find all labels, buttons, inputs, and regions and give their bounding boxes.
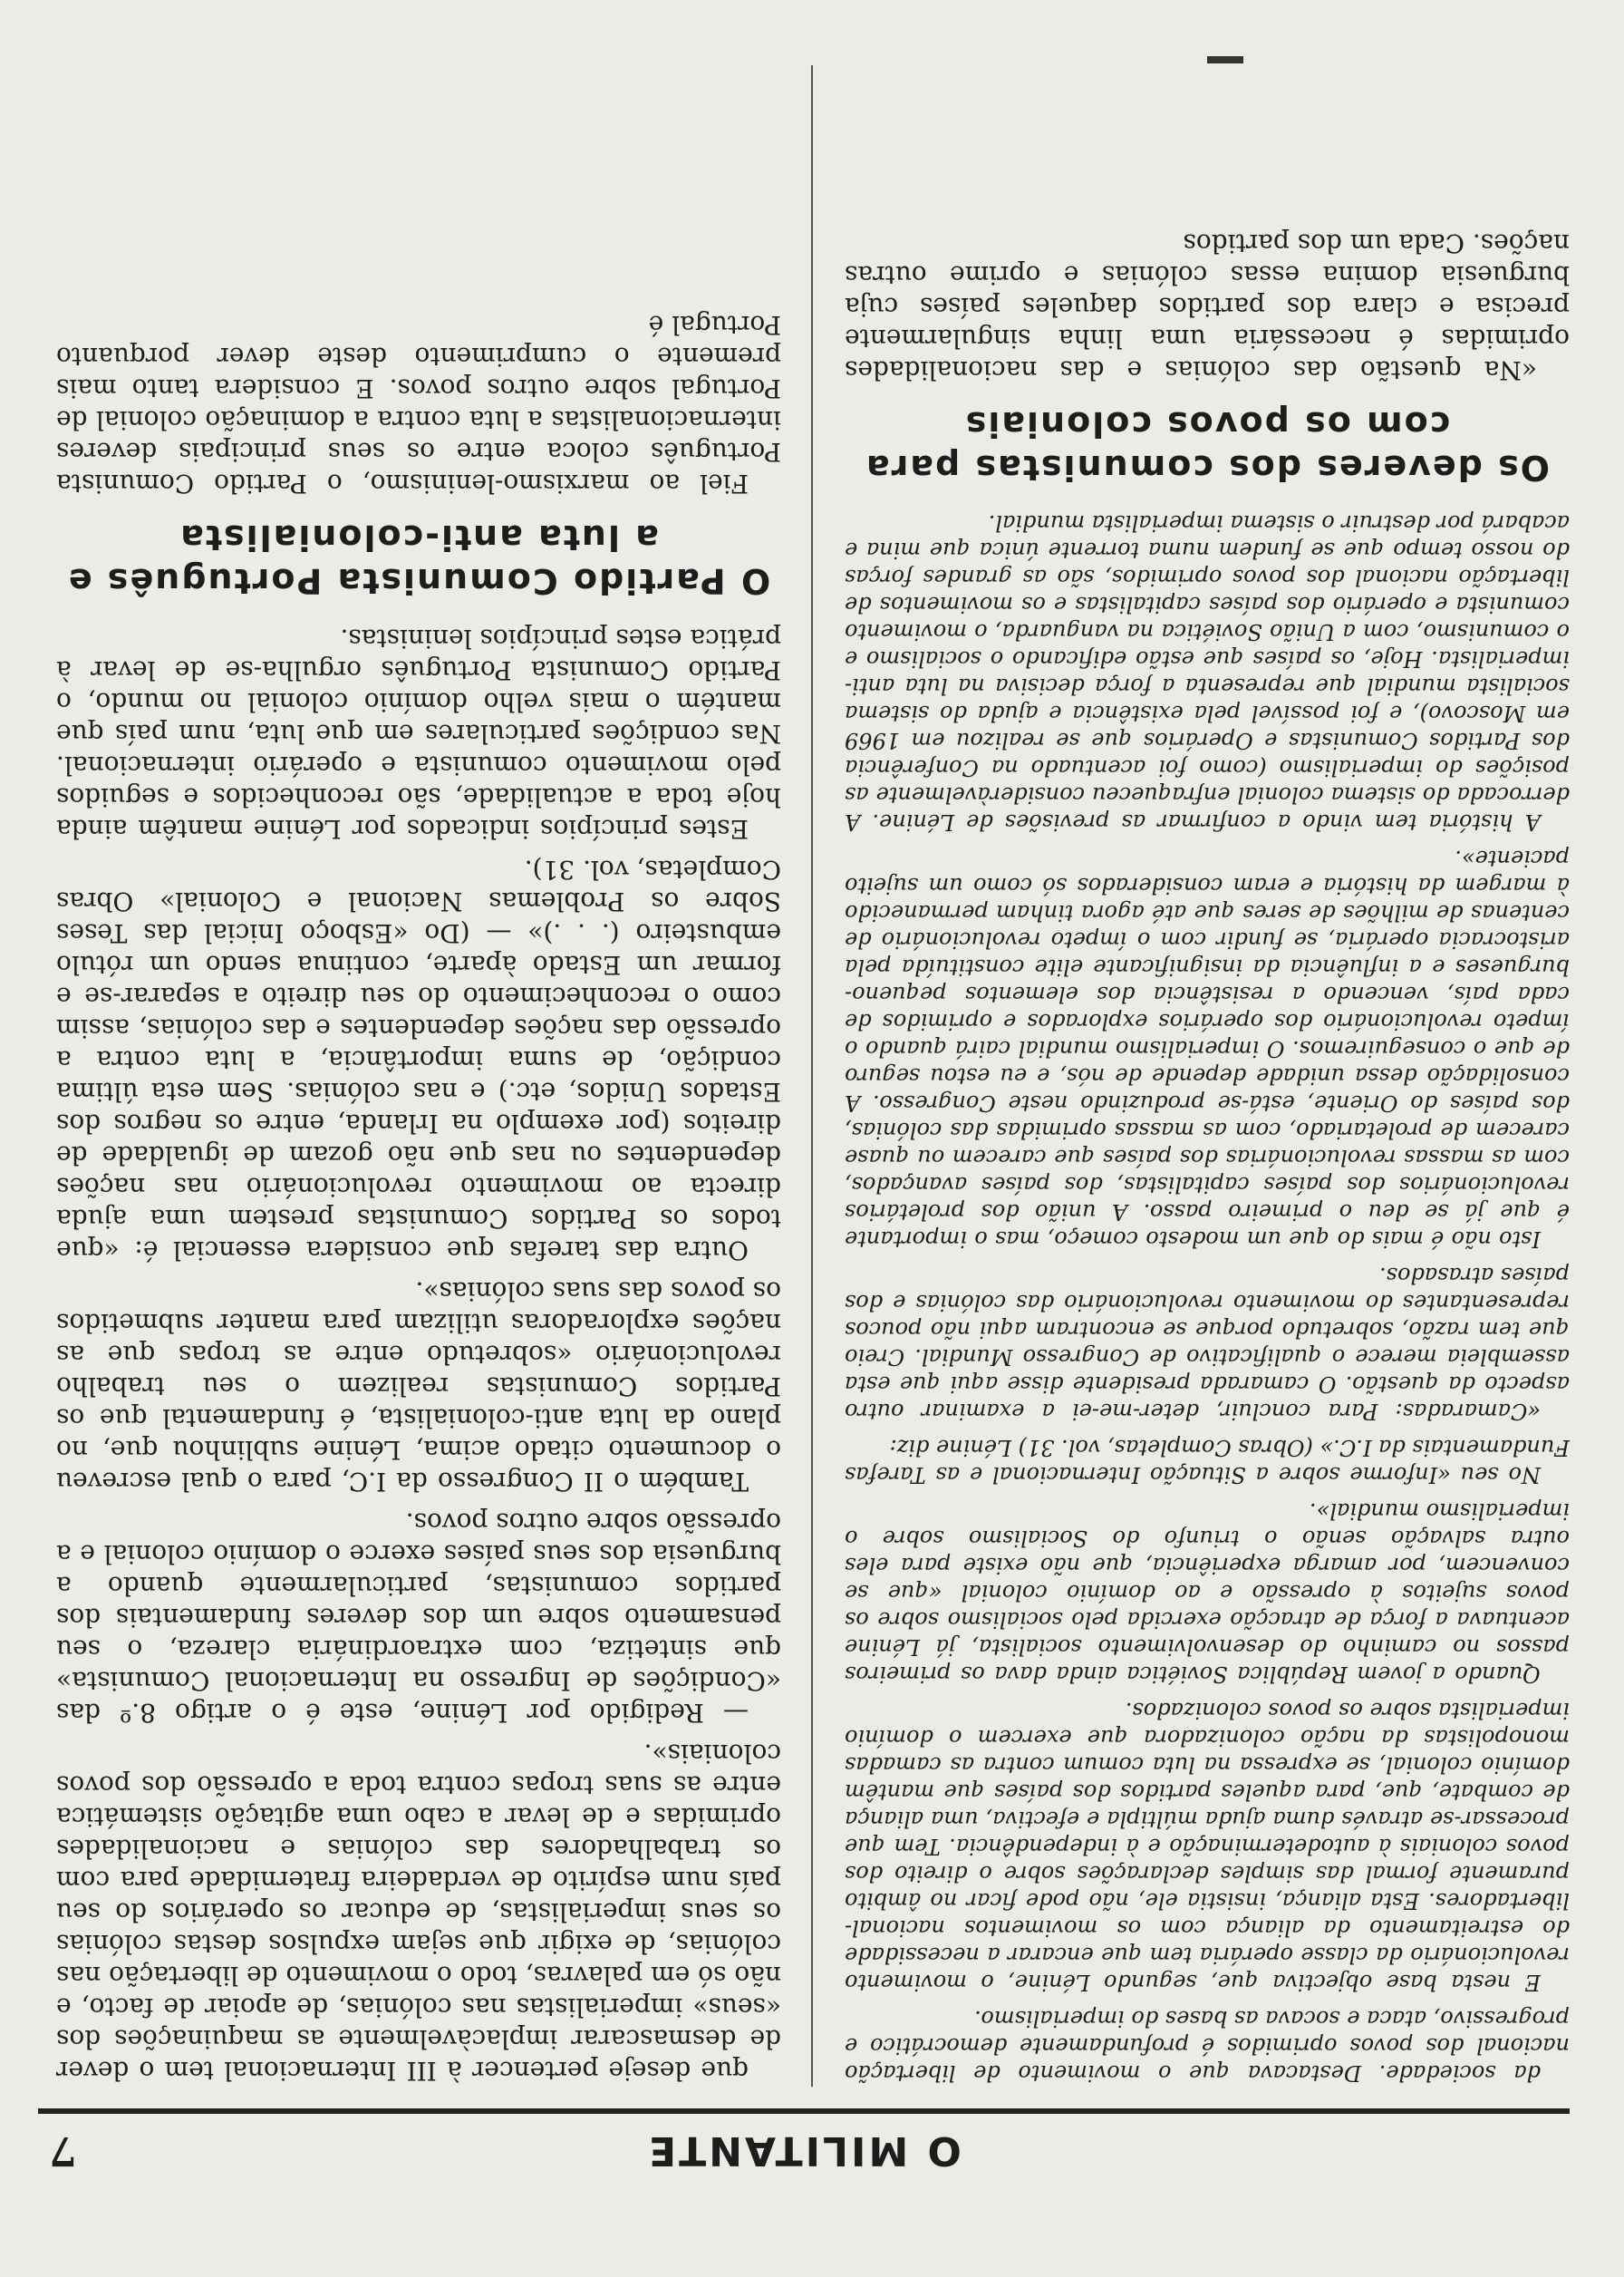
column-divider [811,65,813,2087]
section-heading: Os deveres dos comunistas para com os povos coloniais [864,404,1551,488]
body-paragraph: Outra das tarefas que considera essencial é: «que todos os Partidos Comunistas prestem uma ajuda directa ao movimento revolucionário nas nações dependentes ou nas que não gozam de igualdade de direitos (por exemplo na Irlanda, entre os negros dos Estados Unidos, etc.) e nas colónias. Sem esta última condição, de suma importância, a luta contra a opressão das nações dependentes e das colónias, assim como o reconhecimento do seu direito a separar-se e formar um Estado àparte, continua sendo um rótulo embusteiro (. . .)» — (Do «Esboço Inicial das Teses Sobre os Problemas Nacional e Colonial» Obras Completas, vol. 31). [56,855,781,1265]
newspaper-page [38,29,1570,2177]
quote-paragraph: da sociedade. Destacava que o movimento de libertação nacional dos povos oprimidos é profundamente democrático e progressivo, ataca e socava as bases do imperialismo. [845,2006,1570,2086]
quote-paragraph: A história tem vindo a confirmar as previsões de Lénine. A derrocada do sistema colonial enfraqueceu consideràvelmente as posições do imperialismo (como foi acentuado na Conferência dos Partidos Comunistas e Operários que se realizou em 1969 em Moscovo), e foi possível pela existência e ajuda do sistema socialista mundial que representa a força decisiva na luta anti-imperialista. Hoje, os países que estão edificando o socialismo e o comunismo, com a União Soviética na vanguarda, o movimento comunista e operário dos países capitalistas e os movimentos de libertação nacional dos povos oprimidos, são as grandes forças do nosso tempo que se fundem numa torrente única que mina e acabará por destruir o sistema imperialista mundial. [845,510,1570,835]
quote-paragraph: E nesta base objectiva que, segundo Lénine, o movimento revolucionário da classe operária tem que encarar a necessidade do estreitamento da aliança com os movimentos nacional-libertadores. Esta aliança, insistia ele, não pode ficar no âmbito puramente formal das simples declarações sobre o direito dos povos coloniais à autodeterminação e à independência. Tem que processar-se através duma ajuda múltipla e efectiva, uma aliança de combate, que, para aqueles partidos dos países que mantêm domínio colonial, se expressa na luta comum contra as camadas monopolistas da nação colonizadora que exercem o domínio imperialista sobre os povos colonizados. [845,1698,1570,1995]
right-column [56,300,781,2087]
quote-paragraph: No seu «Informe sobre a Situação Internacional e as Tarefas Fundamentais da I.C.» (Obras Completas, vol. 31) Lénine diz: [845,1435,1570,1487]
quote-paragraph: Quando a jovem República Soviética ainda dava os primeiros passos no caminho do desenvolvimento socialista, já Lénine acentuava a força de atracção exercida pelo socialismo sobre os povos sujeitos à opressão e ao domínio colonial «que se convencem, por amarga experiência, que não existe para eles outra salvação senão o triunfo do Socialismo sobre o imperialismo mundial». [845,1498,1570,1687]
page-number: 7 [49,2127,77,2174]
left-column [845,218,1570,2087]
body-paragraph: Fiel ao marxismo-leninismo, o Partido Comunista Português coloca entre os seus principais deveres internacionalistas a luta contra a dominação colonial de Portugal sobre outros povos. E considera tanto mais premente o cumprimento deste dever porquanto Portugal é [56,310,781,499]
body-text [845,228,1570,386]
section-heading: O Partido Comunista Português e a luta anti-colonialista [66,518,771,601]
print-mark [1207,56,1243,63]
body-paragraph: «Na questão das colónias e das nacionalidades oprimidas é necessária uma linha singularmente precisa e clara dos partidos daqueles países cuja burguesia domina essas colónias e oprime outras nações. Cada um dos partidos [845,228,1570,385]
body-paragraph: — Redigido por Lénine, este é o artigo 8.º das «Condições de Ingresso na Internacional Comunista» que sintetiza, com extraordinária clareza, o seu pensamento sobre um dos deveres fundamentais dos partidos comunistas, particularmente quando a burguesia dos seus países exerce o domínio colonial e a opressão sobre outros povos. [56,1507,781,1728]
italic-quote-block [845,509,1570,2087]
body-paragraph: Estes princípios indicados por Lénine mantêm ainda hoje toda a actualidade, são reconhecidos e seguidos pelo movimento comunista e operário internacional. Nas condições particulares em que luta, num país que mantém o mais velho domínio colonial no mundo, o Partido Comunista Português orgulha-se de levar à prática estes princípios leninistas. [56,624,781,844]
body-paragraph: que deseje pertencer à III Internacional tem o dever de desmascarar implacàvelmente as maquinações dos «seus» imperialistas nas colónias, de apoiar de facto, e não só em palavras, todo o movimento de libertação nas colónias, de exigir que sejam expulsos destas colónias os seus imperialistas, de educar os operários do seu país num espírito de verdadeira fraternidade para com os trabalhadores das colónias e nacionalidades oprimidas e de levar a cabo uma agitação sistemática entre as suas tropas contra toda a opressão dos povos coloniais». [56,1739,781,2086]
body-paragraph: Também o II Congresso da I.C, para o qual escreveu o documento citado acima, Lénine sublinhou que, no plano da luta anti-colonialista, é fundamental que os Partidos Comunistas realizem o seu trabalho revolucionário «sobretudo entre as tropas que as nações exploradoras utilizam para manter submetidos os povos das suas colónias». [56,1276,781,1497]
publication-title: O MILITANTE [646,2127,962,2174]
quote-paragraph: «Camaradas: Para concluir, deter-me-ei a examinar outro aspecto da questão. O camarada presidente disse aqui que esta assembleia merece o qualificativo de Congresso Mundial. Creio que tem razão, sobretudo porque se encontram aqui não poucos representantes do movimento revolucionário das colónias e dos países atrasados. [845,1263,1570,1424]
quote-paragraph: Isto não é mais do que um modesto começo, mas o importante é que já se deu o primeiro passo. A união dos proletários revolucionários dos países capitalistas, dos países avançados, com as massas revolucionárias dos países que carecem ou quase carecem de proletariado, com as massas oprimidas das colónias, dos países do Oriente, está-se produzindo neste Congresso. A consolidação dessa unidade depende de nós, e eu estou seguro de que o conseguiremos. O imperialismo mundial cairá quando o ímpeto revolucionário dos operários explorados e oprimidos de cada país, vencendo a resistência dos elementos pequeno-burgueses e a influência da insignificante elite constituída pela aristocracia operária, se fundir com o ímpeto revolucionário de centenas de milhões de seres que até agora tinham permanecido à margem da história e eram considerados só como um sujeito paciente». [845,846,1570,1252]
page-header [38,2108,1570,2177]
